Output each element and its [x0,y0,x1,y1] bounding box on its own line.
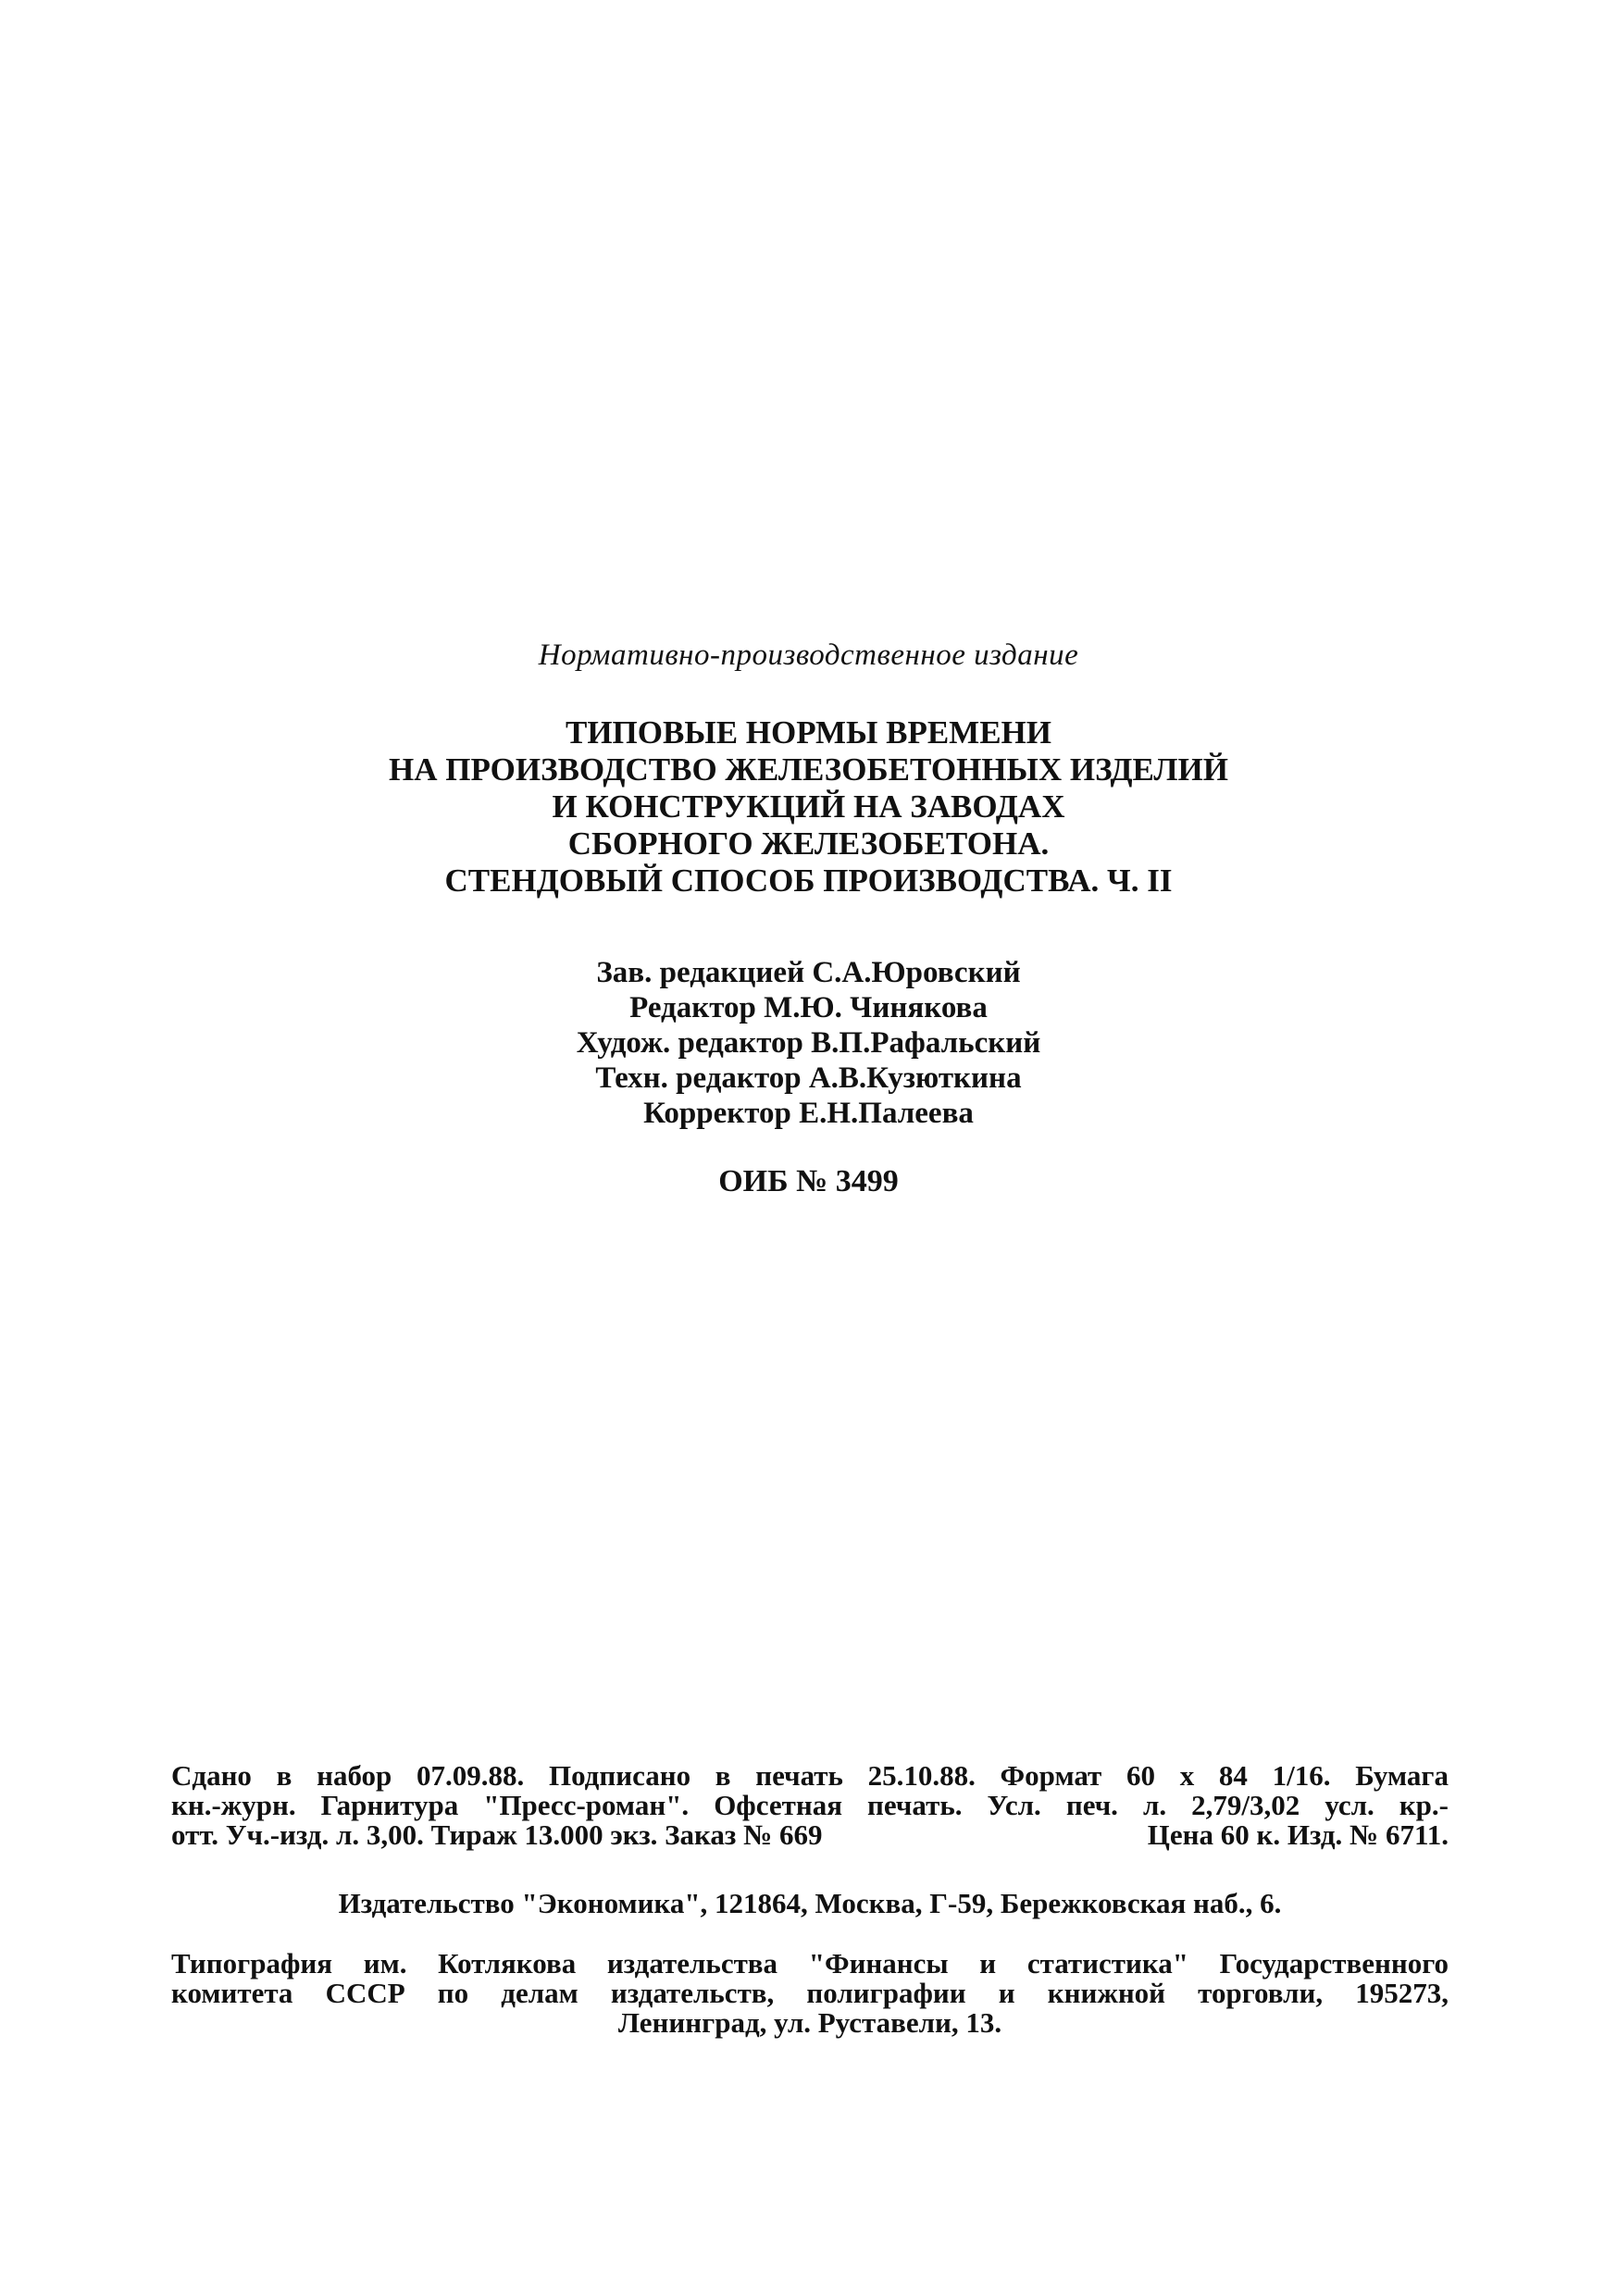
printing-house-line: Ленинград, ул. Руставели, 13. [617,2006,1002,2039]
publication-type-subtitle: Нормативно-производственное издание [538,639,1079,672]
credit-line: Худож. редактор В.П.Рафальский [576,1026,1041,1060]
price-edition-number: Цена 60 к. Изд. № 6711. [1147,1818,1449,1851]
title-line: СБОРНОГО ЖЕЛЕЗОБЕТОНА. [567,825,1050,862]
print-run-order: отт. Уч.-изд. л. 3,00. Тираж 13.000 экз. Заказ № 669 [171,1818,823,1851]
print-info [171,1761,1449,1850]
credit-line: Редактор М.Ю. Чинякова [629,991,988,1024]
credit-line: Техн. редактор А.В.Кузюткина [595,1061,1022,1095]
printing-house-line: комитета СССР по делам издательств, полиграфии и книжной торговли, 195273, [171,1977,1449,2009]
book-title [0,714,1617,900]
title-line: ТИПОВЫЕ НОРМЫ ВРЕМЕНИ [565,714,1052,751]
credit-line: Зав. редакцией С.А.Юровский [596,956,1021,989]
print-info-line [171,1820,1449,1850]
print-info-line: кн.-журн. Гарнитура "Пресс-роман". Офсетная печать. Усл. печ. л. 2,79/3,02 усл. кр.- [171,1789,1449,1821]
print-info-line: Сдано в набор 07.09.88. Подписано в печать 25.10.88. Формат 60 х 84 1/16. Бумага [171,1759,1449,1792]
title-line: И КОНСТРУКЦИЙ НА ЗАВОДАХ [552,788,1065,825]
publisher-address: Издательство "Экономика", 121864, Москва, Г-59, Бережковская наб., 6. [338,1887,1282,1919]
printing-house-line: Типография им. Котлякова издательства "Финансы и статистика" Государственного [171,1947,1449,1980]
title-line: СТЕНДОВЫЙ СПОСОБ ПРОИЗВОДСТВА. Ч. II [444,863,1173,899]
credit-line: Корректор Е.Н.Палеева [643,1097,974,1130]
printing-house [171,1949,1449,2038]
editorial-credits [0,955,1617,1131]
oib-number: ОИБ № 3499 [718,1164,899,1198]
title-line: НА ПРОИЗВОДСТВО ЖЕЛЕЗОБЕТОННЫХ ИЗДЕЛИЙ [389,751,1228,788]
